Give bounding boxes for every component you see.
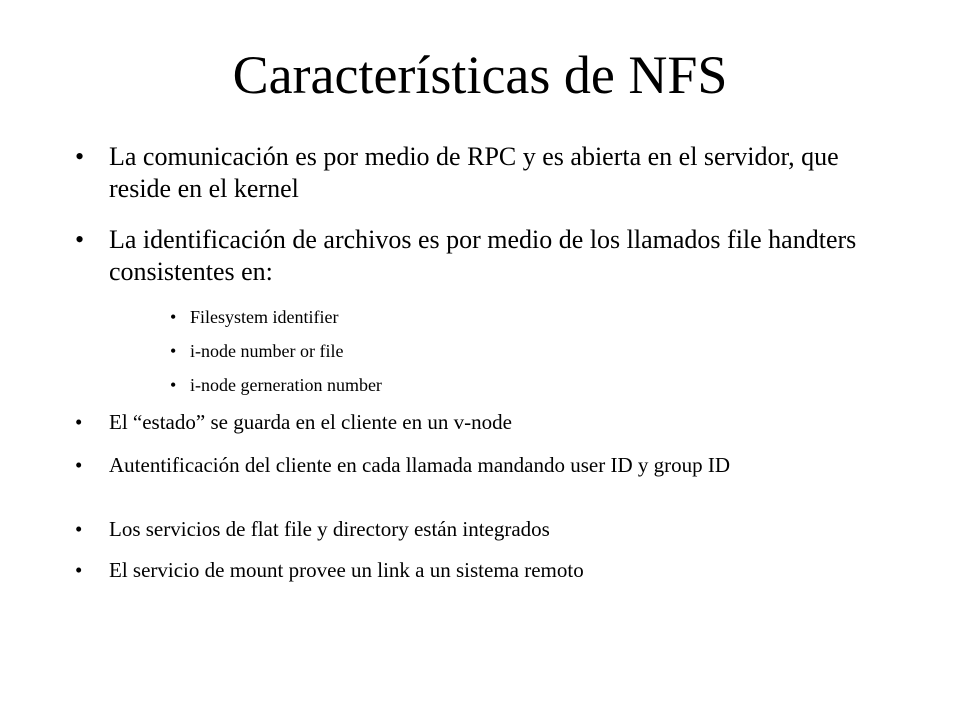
bullet-text: La comunicación es por medio de RPC y es abierta en el servidor, que reside en el kernel [109,142,839,203]
bullet-text: Autentificación del cliente en cada llamada mandando user ID y group ID [109,453,731,477]
bullet-dot-icon: • [75,558,83,582]
bullet-dot-icon: • [170,341,177,361]
bullet-item [75,408,875,437]
bullet-dot-icon: • [75,517,83,541]
bullet-dot-icon: • [170,307,177,327]
bullet-dot-icon: • [75,453,83,477]
slide-title: Características de NFS [232,45,728,105]
bullet-text: Los servicios de flat file y directory están integrados [109,517,550,541]
bullet-text: El servicio de mount provee un link a un sistema remoto [109,558,584,582]
bullet-item [75,224,875,288]
bullet-text: i-node number or file [190,341,344,361]
bullet-item [75,556,875,585]
bullet-dot-icon: • [75,410,83,434]
bullet-item [75,141,875,205]
sub-bullet-item [170,339,770,363]
sub-bullet-item [170,373,770,397]
bullet-dot-icon: • [75,142,85,171]
bullet-text: i-node gerneration number [190,375,382,395]
bullet-dot-icon: • [75,225,85,254]
bullet-item [75,451,875,480]
bullet-item [75,515,875,544]
sub-bullet-item [170,305,770,329]
bullet-text: Filesystem identifier [190,307,339,327]
bullet-text: La identificación de archivos es por medio de los llamados file handters consistentes en: [109,225,857,286]
bullet-text: El “estado” se guarda en el cliente en un v-node [109,410,512,434]
bullet-dot-icon: • [170,375,177,395]
